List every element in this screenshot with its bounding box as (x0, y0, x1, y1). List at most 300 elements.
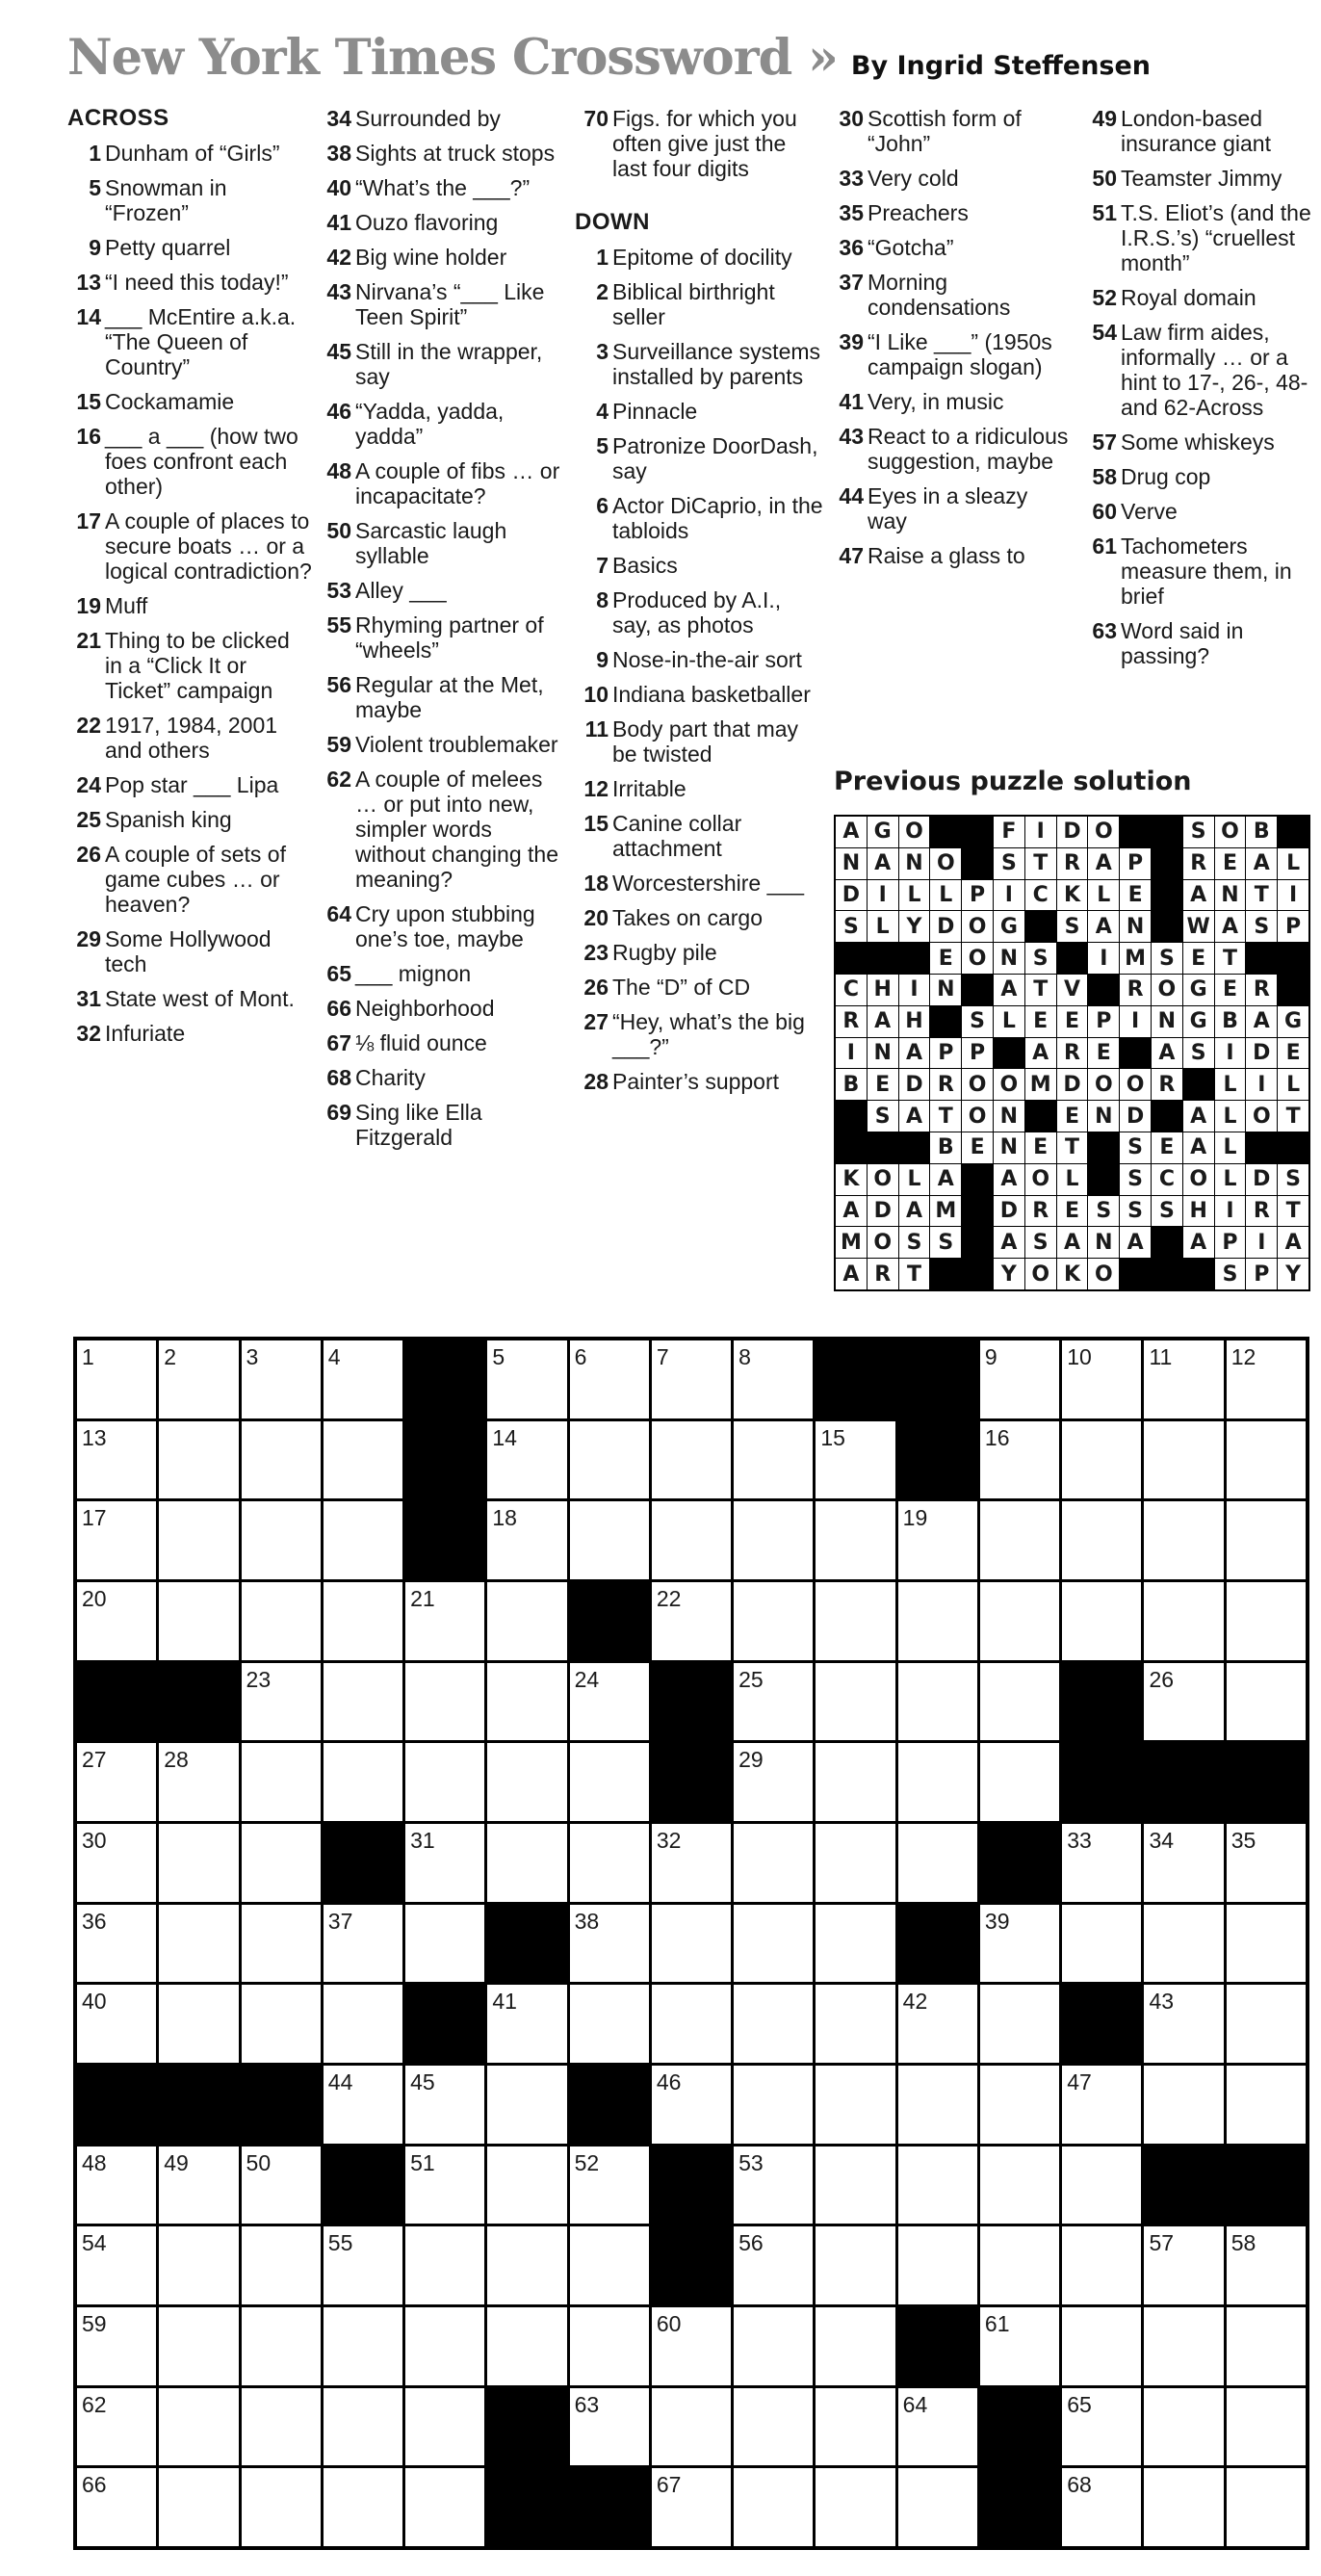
grid-cell[interactable] (980, 1421, 1059, 1499)
grid-cell[interactable] (1227, 1824, 1306, 1902)
grid-cell[interactable] (1144, 1421, 1223, 1499)
cell-number: 1 (82, 1344, 94, 1369)
grid-cell[interactable] (77, 1905, 156, 1983)
grid-cell[interactable] (1144, 1905, 1223, 1983)
grid-cell[interactable] (324, 1501, 402, 1579)
grid-cell[interactable] (487, 2147, 566, 2225)
grid-cell[interactable] (734, 2307, 813, 2385)
grid-cell[interactable] (980, 2066, 1059, 2144)
grid-cell[interactable] (1144, 1501, 1223, 1579)
grid-cell[interactable] (980, 2147, 1059, 2225)
black-square (652, 1743, 731, 1821)
cell-number: 23 (246, 1666, 272, 1692)
solution-cell: I (1215, 1196, 1246, 1227)
grid-cell[interactable] (652, 1824, 731, 1902)
across-heading: ACROSS (67, 105, 169, 131)
cell-number: 46 (656, 2069, 682, 2095)
grid-cell[interactable] (816, 1582, 894, 1660)
grid-cell[interactable] (159, 1501, 238, 1579)
grid-cell[interactable] (324, 2226, 402, 2304)
crossword-grid[interactable] (73, 1337, 1309, 2550)
grid-cell[interactable] (652, 1985, 731, 2063)
solution-cell: N (1152, 1006, 1182, 1037)
grid-cell[interactable] (77, 1743, 156, 1821)
grid-cell[interactable] (898, 1743, 977, 1821)
grid-cell[interactable] (77, 2468, 156, 2546)
solution-cell: M (930, 1196, 961, 1227)
grid-cell[interactable] (159, 1905, 238, 1983)
grid-cell[interactable] (816, 2066, 894, 2144)
grid-cell[interactable] (324, 2307, 402, 2385)
solution-cell: D (836, 880, 867, 911)
grid-cell[interactable] (570, 2388, 649, 2466)
clue-text: Produced by A.I., say, as photos (612, 587, 782, 637)
grid-cell[interactable] (242, 2468, 321, 2546)
grid-cell[interactable] (324, 1743, 402, 1821)
grid-cell[interactable] (734, 1824, 813, 1902)
grid-cell[interactable] (405, 1743, 484, 1821)
grid-cell[interactable] (816, 1501, 894, 1579)
grid-cell[interactable] (898, 1501, 977, 1579)
grid-cell[interactable] (734, 2468, 813, 2546)
solution-cell: H (868, 975, 898, 1005)
clue-text: Snowman in “Frozen” (105, 175, 227, 225)
grid-cell[interactable] (159, 2468, 238, 2546)
clue-text: ⅛ fluid ounce (355, 1030, 487, 1055)
solution-black-cell (899, 943, 930, 974)
black-square (570, 2468, 649, 2546)
grid-cell[interactable] (980, 1582, 1059, 1660)
grid-cell[interactable] (1144, 1340, 1223, 1418)
grid-cell[interactable] (1144, 1824, 1223, 1902)
grid-cell[interactable] (980, 2226, 1059, 2304)
grid-cell[interactable] (487, 1501, 566, 1579)
solution-cell: O (994, 1069, 1024, 1100)
cell-number: 37 (327, 1908, 353, 1934)
grid-cell[interactable] (487, 2066, 566, 2144)
grid-cell[interactable] (570, 1663, 649, 1741)
solution-cell: M (1120, 943, 1151, 974)
clue-number: 17 (76, 508, 101, 533)
grid-cell[interactable] (734, 2147, 813, 2225)
grid-cell[interactable] (816, 2147, 894, 2225)
grid-cell[interactable] (77, 2388, 156, 2466)
clue-text: Takes on cargo (612, 905, 763, 930)
solution-cell: R (1183, 848, 1214, 879)
grid-cell[interactable] (734, 1501, 813, 1579)
grid-cell[interactable] (570, 1985, 649, 2063)
grid-cell[interactable] (159, 1743, 238, 1821)
grid-cell[interactable] (159, 1421, 238, 1499)
black-square (1062, 1743, 1141, 1821)
clue (1083, 499, 1319, 524)
grid-cell[interactable] (1062, 1340, 1141, 1418)
clue (318, 1065, 568, 1090)
clue-number: 43 (839, 424, 864, 449)
solution-black-cell (962, 975, 993, 1005)
grid-cell[interactable] (1227, 2226, 1306, 2304)
grid-cell[interactable] (405, 2147, 484, 2225)
grid-cell[interactable] (734, 2066, 813, 2144)
grid-cell[interactable] (77, 2226, 156, 2304)
clue-number: 32 (76, 1021, 101, 1046)
clue-text: Epitome of docility (612, 245, 792, 270)
grid-cell[interactable] (405, 1582, 484, 1660)
grid-cell[interactable] (77, 1985, 156, 2063)
grid-cell[interactable] (570, 1743, 649, 1821)
grid-cell[interactable] (652, 1905, 731, 1983)
clue (67, 270, 313, 295)
solution-cell: L (994, 1006, 1024, 1037)
grid-cell[interactable] (405, 1905, 484, 1983)
grid-cell[interactable] (487, 1582, 566, 1660)
grid-cell[interactable] (1227, 2468, 1306, 2546)
black-square (77, 1663, 156, 1741)
grid-cell[interactable] (242, 2388, 321, 2466)
solution-cell: R (930, 1069, 961, 1100)
grid-cell[interactable] (1144, 2468, 1223, 2546)
grid-cell[interactable] (570, 1340, 649, 1418)
solution-cell: I (868, 880, 898, 911)
grid-cell[interactable] (242, 1985, 321, 2063)
grid-cell[interactable] (405, 1824, 484, 1902)
grid-cell[interactable] (898, 2147, 977, 2225)
clue-number: 38 (326, 141, 351, 166)
grid-cell[interactable] (816, 1905, 894, 1983)
grid-cell[interactable] (1062, 1582, 1141, 1660)
clue-text: Verve (1121, 499, 1178, 524)
grid-cell[interactable] (1062, 2468, 1141, 2546)
solution-cell: P (1215, 1227, 1246, 1258)
grid-cell[interactable] (242, 2147, 321, 2225)
grid-cell[interactable] (734, 2226, 813, 2304)
grid-cell[interactable] (652, 2388, 731, 2466)
solution-cell: N (836, 848, 867, 879)
grid-cell[interactable] (77, 1582, 156, 1660)
cell-number: 51 (410, 2149, 435, 2175)
cell-number: 26 (1149, 1666, 1175, 1692)
grid-cell[interactable] (980, 1663, 1059, 1741)
grid-cell[interactable] (77, 1421, 156, 1499)
grid-cell[interactable] (898, 1824, 977, 1902)
grid-cell[interactable] (734, 1421, 813, 1499)
grid-cell[interactable] (980, 1743, 1059, 1821)
grid-cell[interactable] (77, 1340, 156, 1418)
grid-cell[interactable] (816, 1743, 894, 1821)
grid-cell[interactable] (242, 1905, 321, 1983)
grid-cell[interactable] (159, 1582, 238, 1660)
grid-cell[interactable] (1227, 1421, 1306, 1499)
grid-cell[interactable] (77, 1824, 156, 1902)
grid-cell[interactable] (159, 1340, 238, 1418)
grid-cell[interactable] (1227, 2066, 1306, 2144)
grid-cell[interactable] (816, 2307, 894, 2385)
clue-number: 59 (326, 732, 351, 757)
grid-cell[interactable] (324, 1905, 402, 1983)
grid-cell[interactable] (734, 1582, 813, 1660)
solution-black-cell (1088, 1132, 1119, 1163)
cell-number: 59 (82, 2310, 107, 2336)
clue-number: 41 (839, 389, 864, 414)
solution-cell: L (1215, 1069, 1246, 1100)
grid-cell[interactable] (159, 2226, 238, 2304)
black-square (487, 1905, 566, 1983)
grid-cell[interactable] (652, 2066, 731, 2144)
grid-cell[interactable] (980, 2307, 1059, 2385)
grid-cell[interactable] (242, 1663, 321, 1741)
grid-cell[interactable] (405, 2226, 484, 2304)
clue (67, 926, 313, 976)
clue (318, 612, 568, 663)
grid-cell[interactable] (1144, 1582, 1223, 1660)
grid-cell[interactable] (652, 1340, 731, 1418)
clue (67, 842, 313, 917)
grid-cell[interactable] (159, 1824, 238, 1902)
solution-cell: S (899, 1227, 930, 1258)
grid-cell[interactable] (77, 2147, 156, 2225)
clue-number: 39 (839, 329, 864, 354)
grid-cell[interactable] (405, 2388, 484, 2466)
grid-cell[interactable] (816, 1985, 894, 2063)
solution-black-cell (1152, 880, 1182, 911)
grid-cell[interactable] (159, 2147, 238, 2225)
clue (318, 518, 568, 568)
solution-cell: L (1215, 1101, 1246, 1132)
grid-cell[interactable] (898, 1582, 977, 1660)
cell-number: 22 (656, 1585, 682, 1611)
solution-cell: G (1183, 975, 1214, 1005)
clue-text: Biblical birthright seller (612, 279, 775, 329)
grid-cell[interactable] (159, 1985, 238, 2063)
grid-cell[interactable] (1227, 1501, 1306, 1579)
grid-cell[interactable] (487, 1663, 566, 1741)
grid-cell[interactable] (816, 1663, 894, 1741)
grid-cell[interactable] (816, 2388, 894, 2466)
clue-text: Nose-in-the-air sort (612, 647, 802, 672)
grid-cell[interactable] (570, 1421, 649, 1499)
grid-cell[interactable] (324, 1340, 402, 1418)
clue (575, 716, 825, 767)
grid-cell[interactable] (242, 2307, 321, 2385)
grid-cell[interactable] (570, 2307, 649, 2385)
clue (1083, 285, 1319, 310)
grid-cell[interactable] (898, 2468, 977, 2546)
clue (318, 732, 568, 757)
black-square (1227, 2147, 1306, 2225)
grid-cell[interactable] (734, 1905, 813, 1983)
clue-number: 1 (596, 245, 609, 270)
grid-cell[interactable] (652, 2468, 731, 2546)
solution-cell: E (1025, 1006, 1056, 1037)
grid-cell[interactable] (816, 1421, 894, 1499)
grid-cell[interactable] (324, 1582, 402, 1660)
grid-cell[interactable] (570, 1824, 649, 1902)
grid-cell[interactable] (242, 1824, 321, 1902)
grid-cell[interactable] (652, 1421, 731, 1499)
grid-cell[interactable] (159, 2388, 238, 2466)
grid-cell[interactable] (570, 1501, 649, 1579)
grid-cell[interactable] (898, 1663, 977, 1741)
page-title: New York Times Crossword » (67, 29, 838, 87)
solution-cell: T (1025, 848, 1056, 879)
grid-cell[interactable] (734, 1340, 813, 1418)
clue (575, 776, 825, 801)
grid-cell[interactable] (242, 1743, 321, 1821)
solution-black-cell (1152, 911, 1182, 942)
grid-cell[interactable] (487, 2307, 566, 2385)
clue-number: 1 (89, 141, 101, 166)
grid-cell[interactable] (324, 1663, 402, 1741)
grid-cell[interactable] (1062, 1824, 1141, 1902)
grid-cell[interactable] (980, 1340, 1059, 1418)
clue-number: 56 (326, 672, 351, 697)
grid-cell[interactable] (1062, 1501, 1141, 1579)
grid-cell[interactable] (1144, 1663, 1223, 1741)
previous-solution-title: Previous puzzle solution (834, 767, 1192, 796)
grid-cell[interactable] (734, 1985, 813, 2063)
clue-column-1 (67, 106, 313, 1055)
grid-cell[interactable] (405, 2307, 484, 2385)
grid-cell[interactable] (77, 2307, 156, 2385)
grid-cell[interactable] (405, 1663, 484, 1741)
grid-cell[interactable] (734, 2388, 813, 2466)
cell-number: 5 (492, 1344, 505, 1369)
grid-cell[interactable] (570, 2226, 649, 2304)
grid-cell[interactable] (1227, 1582, 1306, 1660)
grid-cell[interactable] (487, 1340, 566, 1418)
solution-cell: A (1120, 1227, 1151, 1258)
grid-cell[interactable] (1144, 2307, 1223, 2385)
solution-black-cell (836, 1101, 867, 1132)
grid-cell[interactable] (816, 1824, 894, 1902)
clue (318, 961, 568, 986)
grid-cell[interactable] (487, 2226, 566, 2304)
clue-text: Sarcastic laugh syllable (355, 518, 507, 568)
grid-cell[interactable] (980, 1501, 1059, 1579)
grid-cell[interactable] (980, 1985, 1059, 2063)
clue-text: Irritable (612, 776, 686, 801)
grid-cell[interactable] (1062, 1905, 1141, 1983)
solution-black-cell (1152, 817, 1182, 847)
grid-cell[interactable] (1144, 2066, 1223, 2144)
grid-cell[interactable] (242, 1340, 321, 1418)
clue (830, 389, 1071, 414)
grid-cell[interactable] (405, 2468, 484, 2546)
clue-text: “What’s the ___?” (355, 175, 531, 200)
grid-cell[interactable] (1062, 2388, 1141, 2466)
grid-cell[interactable] (1144, 2388, 1223, 2466)
cell-number: 58 (1230, 2230, 1256, 2256)
grid-cell[interactable] (1227, 2388, 1306, 2466)
black-square (1227, 1743, 1306, 1821)
black-square (405, 1985, 484, 2063)
clue-text: Tachometers measure them, in brief (1121, 533, 1292, 609)
solution-cell: O (1183, 1164, 1214, 1195)
clue (830, 424, 1071, 474)
solution-cell: N (868, 1038, 898, 1069)
grid-cell[interactable] (898, 1985, 977, 2063)
solution-black-cell (868, 1132, 898, 1163)
grid-cell[interactable] (734, 1743, 813, 1821)
solution-cell: E (1057, 1101, 1088, 1132)
grid-cell[interactable] (242, 1421, 321, 1499)
grid-cell[interactable] (652, 2307, 731, 2385)
grid-cell[interactable] (816, 2226, 894, 2304)
grid-cell[interactable] (487, 1824, 566, 1902)
grid-cell[interactable] (242, 2226, 321, 2304)
grid-cell[interactable] (77, 1501, 156, 1579)
clue-text: Infuriate (105, 1021, 186, 1046)
grid-cell[interactable] (570, 2147, 649, 2225)
grid-cell[interactable] (1062, 2226, 1141, 2304)
grid-cell[interactable] (159, 2307, 238, 2385)
cell-number: 57 (1149, 2230, 1175, 2256)
black-square (1144, 2147, 1223, 2225)
grid-cell[interactable] (242, 1582, 321, 1660)
grid-cell[interactable] (324, 2388, 402, 2466)
solution-cell: G (1278, 1006, 1308, 1037)
grid-cell[interactable] (242, 1501, 321, 1579)
solution-cell: Y (899, 911, 930, 942)
clue (318, 1100, 568, 1150)
grid-cell[interactable] (487, 1985, 566, 2063)
clue-number: 11 (584, 716, 609, 742)
solution-cell: S (1152, 943, 1182, 974)
grid-cell[interactable] (1227, 1905, 1306, 1983)
grid-cell[interactable] (816, 2468, 894, 2546)
grid-cell[interactable] (487, 1743, 566, 1821)
grid-cell[interactable] (1144, 2226, 1223, 2304)
clue-number: 50 (326, 518, 351, 543)
solution-cell: A (1246, 848, 1277, 879)
grid-cell[interactable] (324, 1421, 402, 1499)
grid-cell[interactable] (1062, 2066, 1141, 2144)
solution-cell: R (1246, 1196, 1277, 1227)
grid-cell[interactable] (405, 2066, 484, 2144)
grid-cell[interactable] (1144, 1985, 1223, 2063)
grid-cell[interactable] (1062, 2147, 1141, 2225)
black-square (159, 1663, 238, 1741)
grid-cell[interactable] (980, 1905, 1059, 1983)
grid-cell[interactable] (652, 1582, 731, 1660)
black-square (1062, 1663, 1141, 1741)
clue (1083, 320, 1319, 420)
grid-cell[interactable] (734, 1663, 813, 1741)
grid-cell[interactable] (1227, 1340, 1306, 1418)
grid-cell[interactable] (898, 2066, 977, 2144)
grid-cell[interactable] (898, 2226, 977, 2304)
grid-cell[interactable] (487, 1421, 566, 1499)
grid-cell[interactable] (1062, 1421, 1141, 1499)
cell-number: 9 (984, 1344, 997, 1369)
solution-cell: A (994, 1227, 1024, 1258)
grid-cell[interactable] (324, 1985, 402, 2063)
clue (575, 1009, 825, 1059)
grid-cell[interactable] (1227, 1985, 1306, 2063)
grid-cell[interactable] (1227, 1663, 1306, 1741)
grid-cell[interactable] (324, 2468, 402, 2546)
grid-cell[interactable] (1062, 2307, 1141, 2385)
solution-cell: S (1120, 1164, 1151, 1195)
grid-cell[interactable] (570, 1905, 649, 1983)
solution-cell: D (868, 1196, 898, 1227)
grid-cell[interactable] (1227, 2307, 1306, 2385)
grid-cell[interactable] (898, 2388, 977, 2466)
grid-cell[interactable] (324, 2066, 402, 2144)
solution-cell: O (1120, 1069, 1151, 1100)
solution-black-cell (868, 943, 898, 974)
grid-cell[interactable] (652, 1501, 731, 1579)
